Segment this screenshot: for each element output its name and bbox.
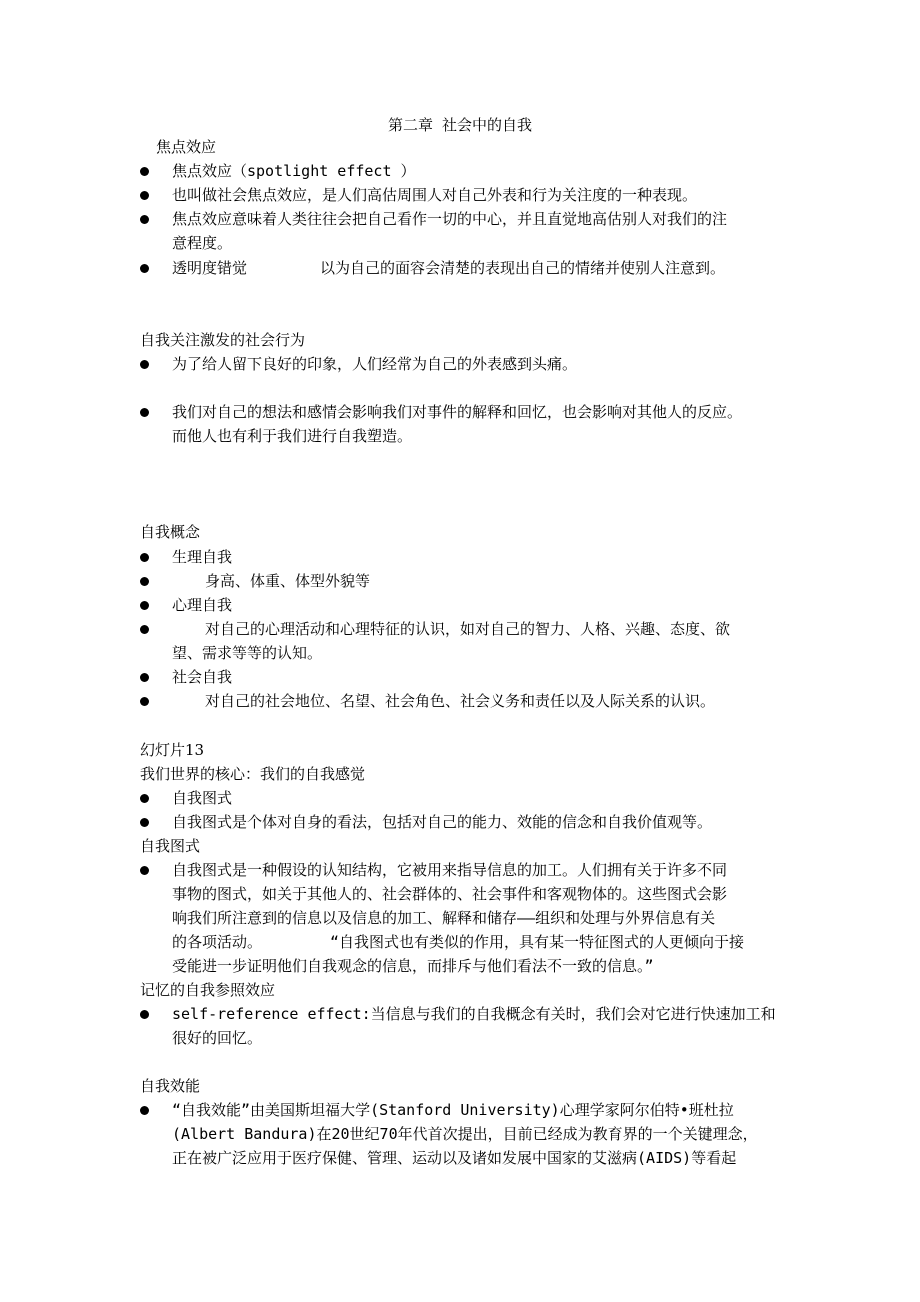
bullet-icon (140, 866, 149, 875)
list-item: 生理自我 (172, 548, 233, 566)
bullet-icon (140, 360, 149, 369)
list-item-continued: 事物的图式，如关于其他人的、社会群体的、社会事件和客观物体的。这些图式会影 (172, 885, 728, 903)
list-item: 焦点效应意味着人类往往会把自己看作一切的中心，并且直觉地高估别人对我们的注 (172, 210, 728, 228)
list-item: 社会自我 (172, 668, 233, 686)
list-item: 我们对自己的想法和感情会影响我们对事件的解释和回忆，也会影响对其他人的反应。 (172, 403, 743, 421)
bullet-icon (140, 191, 149, 200)
bullet-icon (140, 167, 149, 176)
section-heading: 记忆的自我参照效应 (140, 981, 276, 999)
list-item-continued: 望、需求等等的认知。 (172, 644, 323, 662)
bullet-icon (140, 577, 149, 586)
list-item-continued: (Albert Bandura)在20世纪70年代首次提出，目前已经成为教育界的一个关键理念， (172, 1125, 758, 1143)
list-item-quote: “自我图式也有类似的作用，具有某一特征图式的人更倾向于接 (330, 933, 745, 951)
bullet-icon (140, 697, 149, 706)
bullet-icon (140, 1106, 149, 1115)
list-item-continued: 正在被广泛应用于医疗保健、管理、运动以及诸如发展中国家的艾滋病(AIDS)等看起 (172, 1149, 737, 1167)
list-item-continued: 受能进一步证明他们自我观念的信息，而排斥与他们看法不一致的信息。” (172, 957, 654, 975)
section-heading: 自我图式 (140, 837, 201, 855)
list-item-continued: 的各项活动。 (172, 933, 263, 951)
list-item: 对自己的心理活动和心理特征的认识，如对自己的智力、人格、兴趣、态度、欲 (205, 620, 731, 638)
list-item: 自我图式 (172, 789, 233, 807)
list-item: 也叫做社会焦点效应，是人们高估周围人对自己外表和行为关注度的一种表现。 (172, 186, 698, 204)
list-item-continued: 响我们所注意到的信息以及信息的加工、解释和储存——组织和处理与外界信息有关 (172, 909, 716, 927)
bullet-icon (140, 215, 149, 224)
list-item: 焦点效应（spotlight effect ） (172, 162, 416, 180)
list-item-continued: 而他人也有利于我们进行自我塑造。 (172, 427, 413, 445)
page-title: 第二章 社会中的自我 (387, 116, 533, 134)
list-item: self-reference effect:当信息与我们的自我概念有关时，我们会对它进行快速加工和 (172, 1005, 776, 1023)
bullet-icon (140, 794, 149, 803)
section-heading: 自我概念 (140, 523, 201, 541)
list-item: 自我图式是个体对自身的看法，包括对自己的能力、效能的信念和自我价值观等。 (172, 813, 713, 831)
section-heading: 焦点效应 (156, 138, 217, 156)
bullet-icon (140, 264, 149, 273)
list-item: 为了给人留下良好的印象，人们经常为自己的外表感到头痛。 (172, 355, 578, 373)
list-item: 对自己的社会地位、名望、社会角色、社会义务和责任以及人际关系的认识。 (205, 692, 716, 710)
list-item: 心理自我 (172, 596, 233, 614)
list-item-continued: 意程度。 (172, 234, 233, 252)
bullet-icon (140, 553, 149, 562)
section-heading: 自我关注激发的社会行为 (140, 331, 306, 349)
list-item-continued: 很好的回忆。 (172, 1029, 263, 1047)
bullet-icon (140, 408, 149, 417)
bullet-icon (140, 673, 149, 682)
list-item: 自我图式是一种假设的认知结构，它被用来指导信息的加工。人们拥有关于许多不同 (172, 861, 728, 879)
bullet-icon (140, 818, 149, 827)
bullet-icon (140, 1010, 149, 1019)
slide-number: 幻灯片13 (140, 741, 205, 759)
list-item: “自我效能”由美国斯坦福大学(Stanford University)心理学家阿尔伯特•班杜拉 (172, 1101, 734, 1119)
bullet-icon (140, 601, 149, 610)
list-item: 身高、体重、体型外貌等 (205, 572, 371, 590)
list-item-definition: 以为自己的面容会清楚的表现出自己的情绪并使别人注意到。 (320, 259, 726, 277)
section-heading: 我们世界的核心：我们的自我感觉 (140, 765, 366, 783)
list-item: 透明度错觉 (172, 259, 248, 277)
bullet-icon (140, 625, 149, 634)
section-heading: 自我效能 (140, 1077, 201, 1095)
